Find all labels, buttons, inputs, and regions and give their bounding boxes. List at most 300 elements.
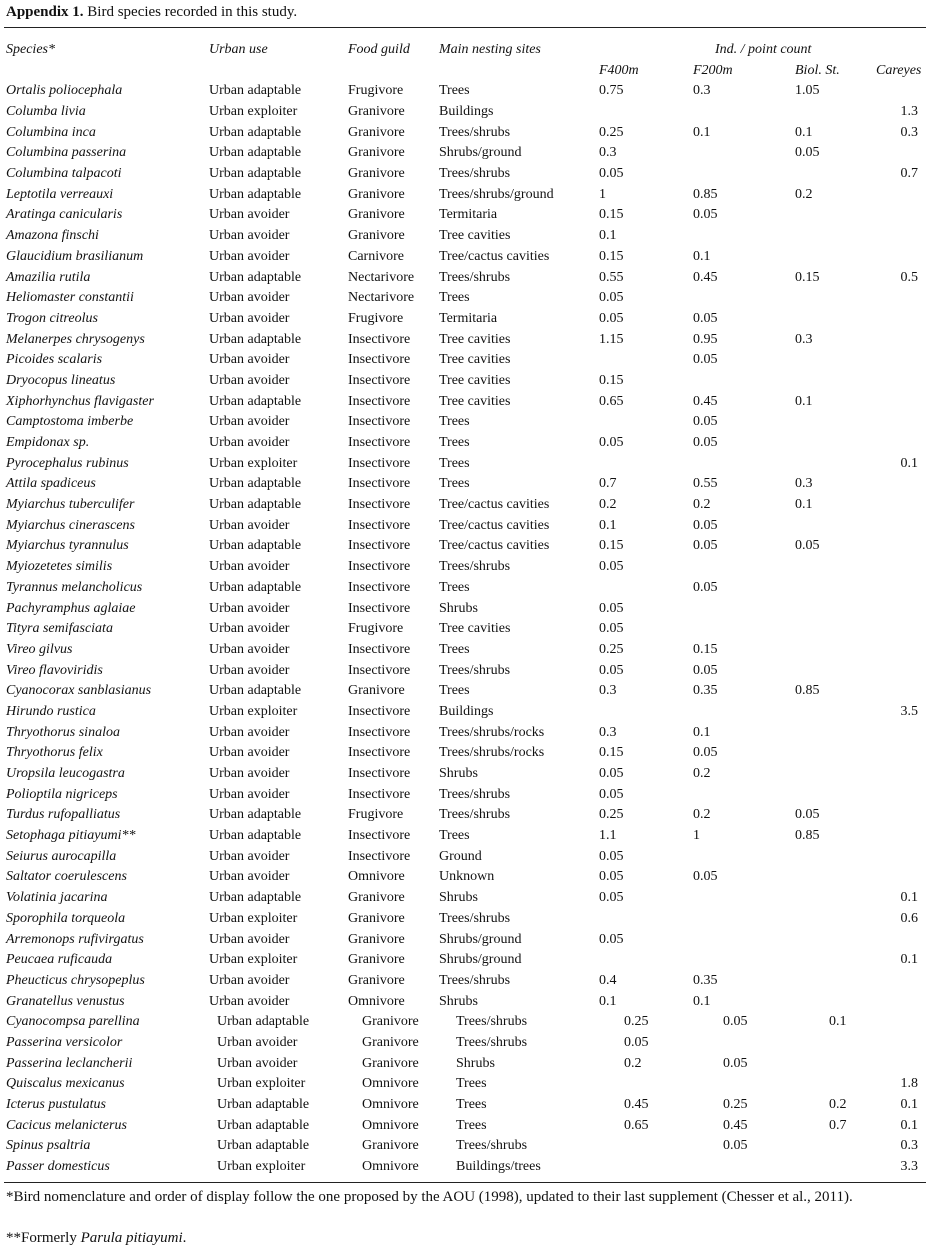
cell-f200m-value — [693, 846, 795, 867]
cell-food-guild: Insectivore — [348, 579, 411, 595]
cell-f400m-value: 0.05 — [599, 662, 624, 678]
cell-biol-st-value: 0.05 — [795, 807, 820, 823]
cell-species: Polioptila nigriceps — [6, 786, 118, 802]
cell-nesting-site: Trees — [439, 476, 470, 492]
cell-urban-use: Urban adaptable — [217, 1097, 310, 1113]
cell-urban-use: Urban exploiter — [209, 703, 298, 719]
cell-nesting-site: Trees — [439, 455, 470, 471]
cell-careyes-value: 0.1 — [900, 890, 918, 906]
cell-species: Aratinga canicularis — [6, 207, 123, 223]
cell-species: Passerina versicolor — [6, 1034, 123, 1050]
cell-food-guild: Insectivore — [348, 517, 411, 533]
cell-f200m-value: 0.05 — [693, 207, 718, 223]
cell-urban-use: Urban avoider — [209, 766, 290, 782]
cell-biol-st-value — [795, 867, 868, 888]
cell-urban-use: Urban avoider — [209, 931, 290, 947]
cell-urban-use: Urban avoider — [209, 290, 290, 306]
cell-urban-use: Urban avoider — [209, 372, 290, 388]
cell-biol-st-value — [795, 412, 868, 433]
cell-food-guild: Insectivore — [348, 435, 411, 451]
cell-species: Columbina talpacoti — [6, 166, 122, 182]
cell-f400m-value: 1.15 — [599, 331, 624, 347]
cell-f400m-value: 1.1 — [599, 828, 617, 844]
table-row — [0, 784, 930, 805]
cell-nesting-site: Trees/shrubs — [439, 269, 511, 285]
cell-urban-use: Urban avoider — [209, 435, 290, 451]
cell-biol-st-value — [795, 784, 868, 805]
cell-careyes-value — [868, 205, 930, 226]
cell-f400m-value: 0.05 — [599, 310, 624, 326]
cell-f400m-value: 0.65 — [599, 393, 624, 409]
cell-f200m-value — [693, 1157, 795, 1178]
cell-species: Arremonops rufivirgatus — [6, 931, 144, 947]
cell-food-guild: Insectivore — [348, 703, 411, 719]
cell-careyes-value — [868, 288, 930, 309]
cell-food-guild: Omnivore — [348, 869, 405, 885]
cell-f200m-value: 0.05 — [693, 414, 718, 430]
table-caption — [6, 3, 297, 21]
cell-nesting-site: Trees/shrubs — [439, 166, 511, 182]
table-row — [0, 247, 930, 268]
cell-biol-st-value: 0.1 — [795, 393, 813, 409]
cell-nesting-site: Buildings/trees — [456, 1159, 541, 1175]
cell-f200m-value — [693, 102, 795, 123]
cell-careyes-value: 0.1 — [900, 952, 918, 968]
cell-nesting-site: Trees/shrubs — [456, 1138, 528, 1154]
cell-urban-use: Urban adaptable — [209, 186, 302, 202]
cell-species: Peucaea ruficauda — [6, 952, 113, 968]
table-row — [0, 536, 930, 557]
cell-f400m-value: 0.05 — [599, 786, 624, 802]
footnote-formerly — [6, 1228, 186, 1248]
cell-careyes-value — [868, 619, 930, 640]
cell-f400m-value — [599, 909, 693, 930]
cell-food-guild: Granivore — [362, 1034, 419, 1050]
cell-food-guild: Insectivore — [348, 352, 411, 368]
cell-urban-use: Urban avoider — [209, 972, 290, 988]
cell-f400m-value — [599, 1074, 693, 1095]
cell-nesting-site: Tree cavities — [439, 621, 511, 637]
cell-urban-use: Urban avoider — [209, 848, 290, 864]
cell-nesting-site: Trees/shrubs — [439, 910, 511, 926]
cell-careyes-value — [868, 578, 930, 599]
table-row — [0, 371, 930, 392]
cell-f200m-value: 0.1 — [693, 993, 711, 1009]
cell-careyes-value — [868, 971, 930, 992]
cell-careyes-value — [868, 474, 930, 495]
cell-nesting-site: Ground — [439, 848, 482, 864]
cell-f200m-value: 0.15 — [693, 641, 718, 657]
table-row — [0, 971, 930, 992]
cell-species: Trogon citreolus — [6, 310, 98, 326]
cell-f400m-value: 0.05 — [599, 435, 624, 451]
cell-urban-use: Urban adaptable — [209, 393, 302, 409]
cell-biol-st-value — [795, 1136, 868, 1157]
cell-f400m-value: 0.25 — [624, 1014, 649, 1030]
table-row — [0, 164, 930, 185]
header-careyes: Careyes — [876, 63, 922, 78]
cell-f400m-value — [599, 578, 693, 599]
cell-nesting-site: Trees/shrubs — [439, 662, 511, 678]
cell-biol-st-value — [795, 515, 868, 536]
cell-species: Columba livia — [6, 104, 86, 120]
cell-species: Sporophila torqueola — [6, 910, 126, 926]
cell-nesting-site: Trees — [439, 290, 470, 306]
cell-food-guild: Frugivore — [348, 807, 404, 823]
cell-f200m-value: 0.05 — [693, 745, 718, 761]
cell-urban-use: Urban avoider — [209, 724, 290, 740]
table-row — [0, 102, 930, 123]
cell-food-guild: Granivore — [362, 1014, 419, 1030]
cell-species: Volatinia jacarina — [6, 890, 108, 906]
cell-nesting-site: Trees — [439, 683, 470, 699]
cell-careyes-value: 0.3 — [900, 1138, 918, 1154]
cell-f200m-value — [693, 164, 795, 185]
table-row — [0, 867, 930, 888]
cell-careyes-value: 3.5 — [900, 703, 918, 719]
cell-f200m-value: 0.05 — [723, 1055, 748, 1071]
cell-species: Attila spadiceus — [6, 476, 96, 492]
cell-food-guild: Insectivore — [348, 455, 411, 471]
cell-f200m-value — [693, 1033, 795, 1054]
cell-f400m-value: 0.3 — [599, 683, 617, 699]
cell-urban-use: Urban avoider — [209, 207, 290, 223]
cell-f200m-value — [693, 143, 795, 164]
cell-f400m-value: 0.05 — [599, 869, 624, 885]
cell-urban-use: Urban avoider — [209, 559, 290, 575]
cell-f200m-value: 0.05 — [693, 869, 718, 885]
cell-urban-use: Urban adaptable — [209, 579, 302, 595]
cell-food-guild: Insectivore — [348, 828, 411, 844]
cell-food-guild: Frugivore — [348, 310, 404, 326]
cell-species: Myiarchus tyrannulus — [6, 538, 129, 554]
table-row — [0, 143, 930, 164]
cell-food-guild: Insectivore — [348, 414, 411, 430]
cell-f200m-value: 0.05 — [693, 538, 718, 554]
cell-food-guild: Insectivore — [348, 476, 411, 492]
cell-f400m-value: 0.25 — [599, 807, 624, 823]
cell-biol-st-value: 0.1 — [795, 124, 813, 140]
cell-biol-st-value — [795, 453, 868, 474]
header-biol-st: Biol. St. — [795, 63, 840, 78]
cell-f200m-value: 0.05 — [693, 517, 718, 533]
cell-nesting-site: Trees — [456, 1097, 487, 1113]
cell-careyes-value — [868, 598, 930, 619]
cell-urban-use: Urban adaptable — [217, 1117, 310, 1133]
cell-food-guild: Insectivore — [348, 848, 411, 864]
cell-biol-st-value — [795, 640, 868, 661]
cell-careyes-value — [868, 184, 930, 205]
cell-nesting-site: Trees/shrubs/rocks — [439, 745, 545, 761]
cell-nesting-site: Termitaria — [439, 207, 498, 223]
table-row — [0, 288, 930, 309]
cell-urban-use: Urban adaptable — [209, 145, 302, 161]
cell-species: Thryothorus felix — [6, 745, 103, 761]
cell-nesting-site: Tree/cactus cavities — [439, 538, 550, 554]
cell-species: Turdus rufopalliatus — [6, 807, 121, 823]
cell-species: Seiurus aurocapilla — [6, 848, 117, 864]
cell-careyes-value: 0.5 — [900, 269, 918, 285]
table-row — [0, 1053, 930, 1074]
cell-nesting-site: Shrubs — [439, 993, 478, 1009]
cell-careyes-value — [868, 1033, 930, 1054]
cell-nesting-site: Shrubs — [439, 600, 478, 616]
cell-f200m-value: 0.2 — [693, 807, 711, 823]
cell-species: Icterus pustulatus — [6, 1097, 106, 1113]
cell-nesting-site: Tree cavities — [439, 393, 511, 409]
cell-biol-st-value — [795, 164, 868, 185]
cell-food-guild: Nectarivore — [348, 290, 415, 306]
cell-nesting-site: Trees/shrubs — [439, 559, 511, 575]
cell-f200m-value: 0.2 — [693, 766, 711, 782]
cell-careyes-value — [868, 681, 930, 702]
cell-careyes-value — [868, 247, 930, 268]
cell-species: Columbina inca — [6, 124, 96, 140]
cell-nesting-site: Trees — [456, 1117, 487, 1133]
cell-nesting-site: Shrubs/ground — [439, 931, 522, 947]
cell-f200m-value: 0.45 — [693, 393, 718, 409]
cell-food-guild: Insectivore — [348, 600, 411, 616]
cell-f400m-value: 0.05 — [599, 890, 624, 906]
cell-f400m-value: 0.3 — [599, 724, 617, 740]
cell-nesting-site: Trees/shrubs/ground — [439, 186, 554, 202]
table-row — [0, 474, 930, 495]
cell-careyes-value — [868, 412, 930, 433]
cell-careyes-value — [868, 557, 930, 578]
cell-f200m-value: 0.25 — [723, 1097, 748, 1113]
cell-species: Myiozetetes similis — [6, 559, 113, 575]
table-row — [0, 122, 930, 143]
cell-biol-st-value — [795, 743, 868, 764]
cell-f200m-value: 0.35 — [693, 683, 718, 699]
cell-urban-use: Urban avoider — [209, 641, 290, 657]
cell-food-guild: Granivore — [362, 1138, 419, 1154]
cell-careyes-value — [868, 515, 930, 536]
cell-biol-st-value — [795, 702, 868, 723]
cell-species: Heliomaster constantii — [6, 290, 134, 306]
cell-f400m-value: 0.05 — [624, 1034, 649, 1050]
cell-biol-st-value: 0.3 — [795, 476, 813, 492]
cell-urban-use: Urban avoider — [209, 248, 290, 264]
cell-biol-st-value: 0.3 — [795, 331, 813, 347]
top-rule — [4, 27, 926, 28]
cell-f200m-value: 0.1 — [693, 724, 711, 740]
cell-f400m-value — [599, 102, 693, 123]
table-row — [0, 81, 930, 102]
cell-biol-st-value — [795, 846, 868, 867]
cell-biol-st-value — [795, 371, 868, 392]
table-row — [0, 846, 930, 867]
cell-biol-st-value: 0.7 — [829, 1117, 847, 1133]
table-body-main — [0, 81, 930, 1012]
cell-food-guild: Insectivore — [348, 662, 411, 678]
cell-nesting-site: Trees/shrubs/rocks — [439, 724, 545, 740]
cell-food-guild: Granivore — [348, 910, 405, 926]
table-row — [0, 433, 930, 454]
cell-f200m-value — [693, 453, 795, 474]
table-row — [0, 1033, 930, 1054]
header-f400m: F400m — [599, 63, 639, 78]
cell-biol-st-value: 0.1 — [829, 1014, 847, 1030]
cell-species: Cyanocompsa parellina — [6, 1014, 140, 1030]
cell-f200m-value: 0.05 — [723, 1014, 748, 1030]
table-row — [0, 660, 930, 681]
cell-nesting-site: Tree/cactus cavities — [439, 497, 550, 513]
species-table — [0, 81, 930, 1177]
cell-urban-use: Urban avoider — [209, 310, 290, 326]
cell-food-guild: Granivore — [348, 207, 405, 223]
cell-nesting-site: Tree cavities — [439, 228, 511, 244]
cell-food-guild: Granivore — [348, 890, 405, 906]
cell-f200m-value: 1 — [693, 828, 700, 844]
cell-urban-use: Urban avoider — [217, 1034, 298, 1050]
cell-f200m-value: 0.35 — [693, 972, 718, 988]
footnote-formerly-prefix: **Formerly — [6, 1230, 81, 1246]
cell-food-guild: Insectivore — [348, 641, 411, 657]
cell-species: Empidonax sp. — [6, 435, 90, 451]
cell-food-guild: Granivore — [348, 124, 405, 140]
cell-food-guild: Omnivore — [362, 1076, 419, 1092]
cell-food-guild: Omnivore — [362, 1097, 419, 1113]
cell-food-guild: Insectivore — [348, 724, 411, 740]
cell-careyes-value — [868, 784, 930, 805]
cell-nesting-site: Shrubs — [439, 890, 478, 906]
cell-biol-st-value — [795, 991, 868, 1012]
cell-f200m-value: 0.45 — [693, 269, 718, 285]
cell-biol-st-value — [795, 226, 868, 247]
cell-biol-st-value — [795, 205, 868, 226]
cell-food-guild: Insectivore — [348, 497, 411, 513]
table-row — [0, 184, 930, 205]
cell-urban-use: Urban exploiter — [217, 1159, 306, 1175]
cell-biol-st-value — [795, 888, 868, 909]
cell-urban-use: Urban adaptable — [209, 124, 302, 140]
cell-food-guild: Granivore — [348, 104, 405, 120]
cell-species: Tyrannus melancholicus — [6, 579, 143, 595]
cell-nesting-site: Tree/cactus cavities — [439, 248, 550, 264]
caption-label: Appendix 1. — [6, 4, 84, 20]
cell-nesting-site: Tree cavities — [439, 372, 511, 388]
cell-biol-st-value: 1.05 — [795, 83, 820, 99]
cell-f200m-value — [693, 950, 795, 971]
cell-nesting-site: Trees — [439, 435, 470, 451]
cell-f200m-value — [693, 557, 795, 578]
cell-food-guild: Granivore — [348, 145, 405, 161]
table-row — [0, 267, 930, 288]
cell-biol-st-value: 0.85 — [795, 828, 820, 844]
cell-species: Leptotila verreauxi — [6, 186, 114, 202]
cell-urban-use: Urban avoider — [209, 352, 290, 368]
cell-species: Picoides scalaris — [6, 352, 103, 368]
cell-f400m-value — [599, 950, 693, 971]
cell-careyes-value: 0.6 — [900, 910, 918, 926]
cell-f200m-value — [693, 929, 795, 950]
cell-biol-st-value: 0.05 — [795, 538, 820, 554]
cell-nesting-site: Trees/shrubs — [456, 1014, 528, 1030]
cell-species: Spinus psaltria — [6, 1138, 91, 1154]
cell-biol-st-value: 0.05 — [795, 145, 820, 161]
cell-urban-use: Urban avoider — [217, 1055, 298, 1071]
cell-f400m-value: 0.3 — [599, 145, 617, 161]
cell-f400m-value: 0.15 — [599, 538, 624, 554]
table-row — [0, 412, 930, 433]
cell-f400m-value: 0.1 — [599, 228, 617, 244]
header-nesting-sites: Main nesting sites — [439, 42, 541, 57]
cell-f400m-value: 0.2 — [624, 1055, 642, 1071]
header-ind-point-count: Ind. / point count — [715, 42, 812, 57]
cell-urban-use: Urban adaptable — [209, 497, 302, 513]
cell-urban-use: Urban avoider — [209, 993, 290, 1009]
cell-species: Quiscalus mexicanus — [6, 1076, 125, 1092]
table-row — [0, 640, 930, 661]
table-row — [0, 619, 930, 640]
cell-f400m-value: 0.15 — [599, 207, 624, 223]
cell-f200m-value: 0.85 — [693, 186, 718, 202]
cell-careyes-value — [868, 226, 930, 247]
cell-f200m-value — [693, 909, 795, 930]
cell-biol-st-value: 0.2 — [829, 1097, 847, 1113]
cell-careyes-value — [868, 846, 930, 867]
table-row — [0, 515, 930, 536]
cell-nesting-site: Trees — [439, 83, 470, 99]
footnote-formerly-suffix: . — [182, 1230, 187, 1246]
table-row — [0, 1157, 930, 1178]
cell-f200m-value: 0.3 — [693, 83, 711, 99]
cell-f400m-value: 0.05 — [599, 559, 624, 575]
cell-nesting-site: Trees — [439, 414, 470, 430]
cell-urban-use: Urban adaptable — [209, 683, 302, 699]
cell-f200m-value: 0.45 — [723, 1117, 748, 1133]
cell-careyes-value — [868, 805, 930, 826]
cell-urban-use: Urban avoider — [209, 517, 290, 533]
cell-biol-st-value — [795, 1074, 868, 1095]
table-row — [0, 226, 930, 247]
cell-careyes-value — [868, 640, 930, 661]
cell-urban-use: Urban adaptable — [209, 828, 302, 844]
cell-nesting-site: Tree cavities — [439, 331, 511, 347]
table-row — [0, 805, 930, 826]
table-row — [0, 1115, 930, 1136]
cell-biol-st-value: 0.2 — [795, 186, 813, 202]
cell-species: Granatellus venustus — [6, 993, 125, 1009]
cell-food-guild: Granivore — [348, 166, 405, 182]
cell-f200m-value — [693, 888, 795, 909]
table-row — [0, 1136, 930, 1157]
table-row — [0, 453, 930, 474]
table-row — [0, 1074, 930, 1095]
cell-nesting-site: Tree/cactus cavities — [439, 517, 550, 533]
cell-careyes-value — [868, 991, 930, 1012]
cell-f200m-value: 0.55 — [693, 476, 718, 492]
cell-species: Vireo flavoviridis — [6, 662, 103, 678]
cell-species: Cyanocorax sanblasianus — [6, 683, 152, 699]
cell-species: Camptostoma imberbe — [6, 414, 134, 430]
cell-species: Dryocopus lineatus — [6, 372, 116, 388]
header-urban-use: Urban use — [209, 42, 268, 57]
cell-nesting-site: Buildings — [439, 104, 494, 120]
cell-nesting-site: Shrubs/ground — [439, 952, 522, 968]
cell-f400m-value: 0.1 — [599, 517, 617, 533]
cell-f400m-value: 0.05 — [599, 931, 624, 947]
cell-careyes-value — [868, 81, 930, 102]
cell-f400m-value — [599, 453, 693, 474]
cell-nesting-site: Buildings — [439, 703, 494, 719]
cell-biol-st-value — [795, 578, 868, 599]
table-row — [0, 722, 930, 743]
bottom-rule — [4, 1182, 926, 1183]
table-row — [0, 929, 930, 950]
cell-urban-use: Urban adaptable — [209, 538, 302, 554]
